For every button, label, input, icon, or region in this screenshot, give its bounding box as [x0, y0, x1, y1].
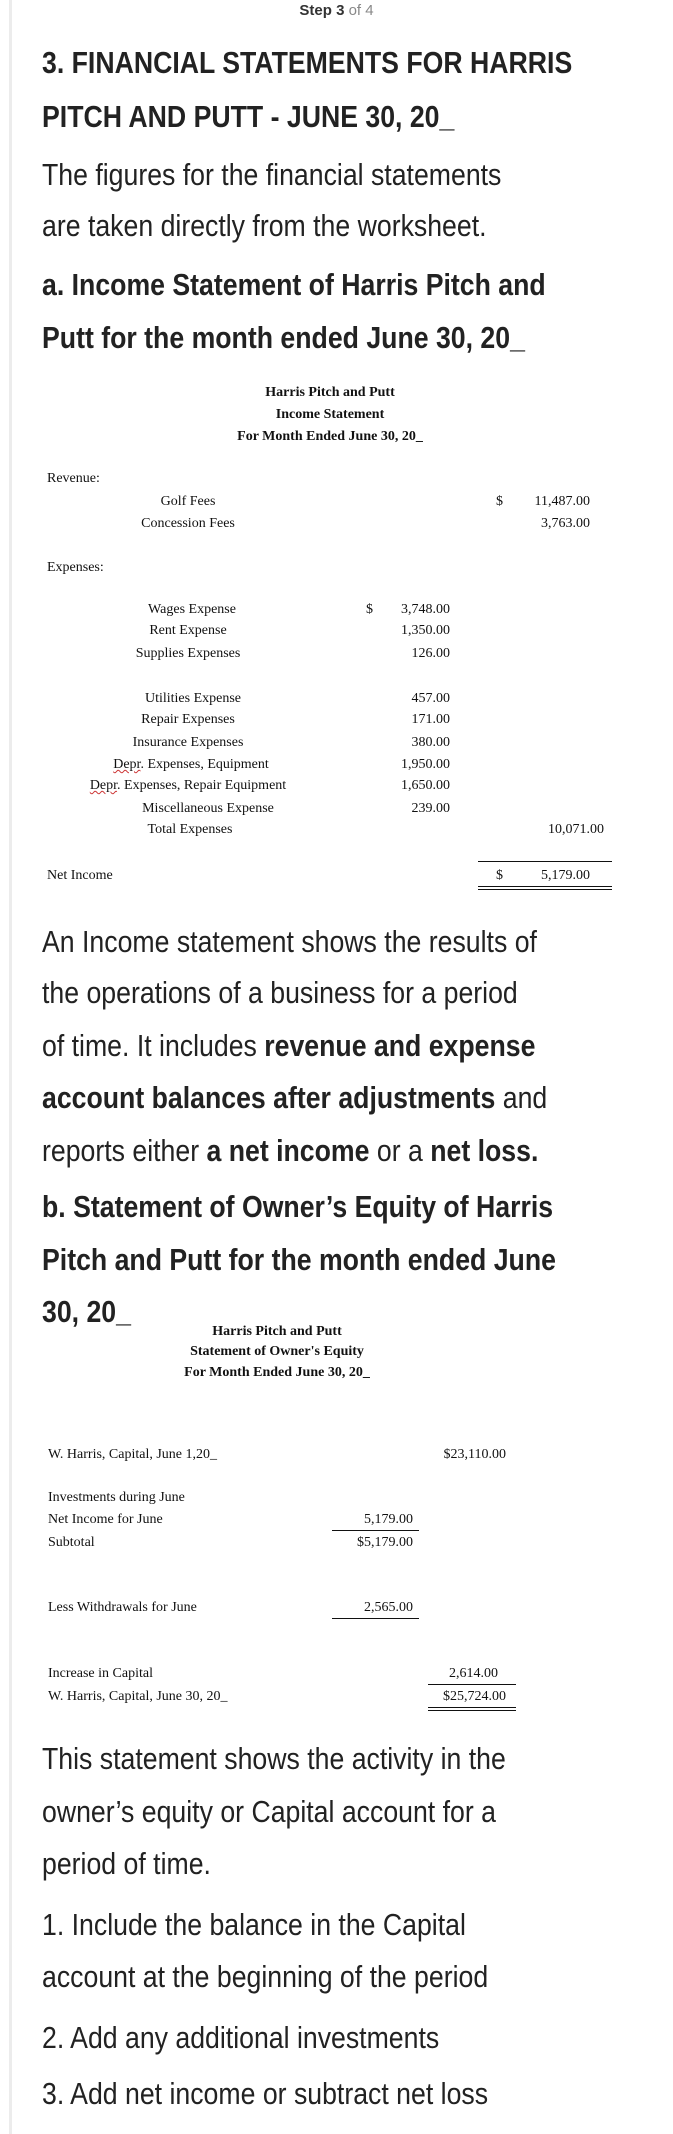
- increase-amount: 2,614.00: [449, 1666, 498, 1681]
- currency-sign: $: [496, 494, 503, 509]
- revenue-amount: 11,487.00: [534, 494, 590, 509]
- equity-explanation: This statement shows the activity in the: [42, 1741, 506, 1776]
- text-run-bold: account balances after adjustments: [42, 1080, 496, 1115]
- expense-name-part: . Expenses, Repair Equipment: [117, 778, 287, 793]
- text-run: of time. It includes: [42, 1028, 265, 1063]
- income-explanation: [42, 1080, 547, 1116]
- total-expenses-label: Total Expenses: [147, 822, 233, 837]
- text-run-bold: a net income: [206, 1133, 370, 1168]
- capital-start-label: W. Harris, Capital, June 1,20_: [48, 1447, 218, 1462]
- net-income-label: Net Income: [47, 868, 113, 883]
- text-run: and: [495, 1080, 548, 1115]
- expense-name: Wages Expense: [148, 602, 236, 617]
- statement-title: Income Statement: [275, 407, 385, 422]
- investments-label: Investments during June: [48, 1490, 185, 1505]
- step-total: of 4: [348, 2, 374, 19]
- currency-sign: $: [496, 868, 503, 883]
- capital-start-amount: $23,110.00: [443, 1447, 506, 1462]
- currency-sign: $: [366, 602, 373, 617]
- expense-amount: 1,350.00: [401, 623, 450, 638]
- expense-name: Utilities Expense: [144, 691, 242, 706]
- expense-name: [113, 756, 269, 773]
- expense-name: [90, 777, 286, 794]
- statement-company: Harris Pitch and Putt: [265, 385, 395, 400]
- expense-name: Rent Expense: [149, 623, 227, 638]
- intro-text: The figures for the financial statements: [42, 157, 502, 192]
- expense-amount: 239.00: [411, 801, 450, 816]
- net-income-amount: 5,179.00: [364, 1512, 413, 1527]
- expense-amount: 457.00: [411, 691, 450, 706]
- total-expenses-amount: 10,071.00: [548, 822, 604, 837]
- income-explanation: [42, 1133, 538, 1169]
- income-explanation: the operations of a business for a period: [42, 975, 518, 1010]
- expense-name: Insurance Expenses: [132, 735, 244, 750]
- statement-period: For Month Ended June 30, 20_: [184, 1365, 370, 1380]
- revenue-name: Golf Fees: [160, 494, 216, 509]
- subheading-income: Putt for the month ended June 30, 20_: [42, 320, 525, 355]
- capital-end-label: W. Harris, Capital, June 30, 20_: [48, 1689, 228, 1704]
- expense-name-part: Depr: [113, 757, 141, 772]
- subtotal-amount: $5,179.00: [357, 1535, 413, 1550]
- underline: [332, 1530, 419, 1531]
- step-item: 2. Add any additional investments: [42, 2020, 440, 2055]
- text-run: or a: [369, 1133, 431, 1168]
- subheading-equity: Pitch and Putt for the month ended June: [42, 1242, 556, 1277]
- expense-name: Supplies Expenses: [135, 646, 241, 661]
- text-run-bold: revenue and expense: [264, 1028, 536, 1063]
- expense-name: Repair Expenses: [141, 712, 235, 727]
- total-rule: [478, 861, 612, 862]
- expense-name: Miscellaneous Expense: [142, 801, 274, 816]
- equity-explanation: period of time.: [42, 1846, 211, 1881]
- section-heading: PITCH AND PUTT - JUNE 30, 20_: [42, 99, 455, 134]
- increase-label: Increase in Capital: [48, 1666, 153, 1681]
- revenue-label: Revenue:: [47, 471, 100, 486]
- net-income-amount: 5,179.00: [541, 868, 590, 883]
- statement-period: For Month Ended June 30, 20_: [237, 429, 423, 444]
- expense-amount: 1,650.00: [401, 778, 450, 793]
- subheading-equity: 30, 20_: [42, 1294, 131, 1329]
- revenue-amount: 3,763.00: [541, 516, 590, 531]
- equity-explanation: owner’s equity or Capital account for a: [42, 1794, 496, 1829]
- expense-amount: 1,950.00: [401, 757, 450, 772]
- intro-text: are taken directly from the worksheet.: [42, 208, 487, 243]
- capital-end-amount: $25,724.00: [443, 1689, 506, 1704]
- subtotal-label: Subtotal: [48, 1535, 95, 1550]
- step-item: 3. Add net income or subtract net loss: [42, 2076, 489, 2111]
- step-current: Step 3: [299, 2, 345, 19]
- underline: [332, 1618, 419, 1619]
- underline: [428, 1684, 516, 1685]
- expense-name-part: Depr: [89, 778, 118, 793]
- statement-title: Statement of Owner's Equity: [190, 1344, 364, 1359]
- section-heading: 3. FINANCIAL STATEMENTS FOR HARRIS: [42, 45, 573, 80]
- expense-amount: 126.00: [411, 646, 450, 661]
- statement-company: Harris Pitch and Putt: [212, 1324, 342, 1339]
- content-left-border: [9, 0, 12, 2134]
- revenue-name: Concession Fees: [141, 516, 235, 531]
- text-run: reports either: [42, 1133, 207, 1168]
- expenses-label: Expenses:: [47, 560, 104, 575]
- subheading-income: a. Income Statement of Harris Pitch and: [42, 267, 546, 302]
- expense-amount: 380.00: [411, 735, 450, 750]
- subheading-equity: b. Statement of Owner’s Equity of Harris: [42, 1189, 554, 1224]
- step-item: 1. Include the balance in the Capital: [42, 1907, 466, 1942]
- withdrawals-label: Less Withdrawals for June: [48, 1600, 197, 1615]
- income-explanation: An Income statement shows the results of: [42, 924, 537, 959]
- step-item: account at the beginning of the period: [42, 1959, 489, 1994]
- double-rule: [478, 886, 612, 890]
- withdrawals-amount: 2,565.00: [364, 1600, 413, 1615]
- text-run-bold: net loss.: [430, 1133, 539, 1168]
- step-indicator: [0, 2, 673, 20]
- expense-amount: 3,748.00: [401, 602, 450, 617]
- expense-name-part: . Expenses, Equipment: [140, 757, 269, 772]
- expense-amount: 171.00: [411, 712, 450, 727]
- net-income-label: Net Income for June: [48, 1512, 163, 1527]
- income-explanation: [42, 1028, 535, 1064]
- double-rule: [428, 1707, 516, 1711]
